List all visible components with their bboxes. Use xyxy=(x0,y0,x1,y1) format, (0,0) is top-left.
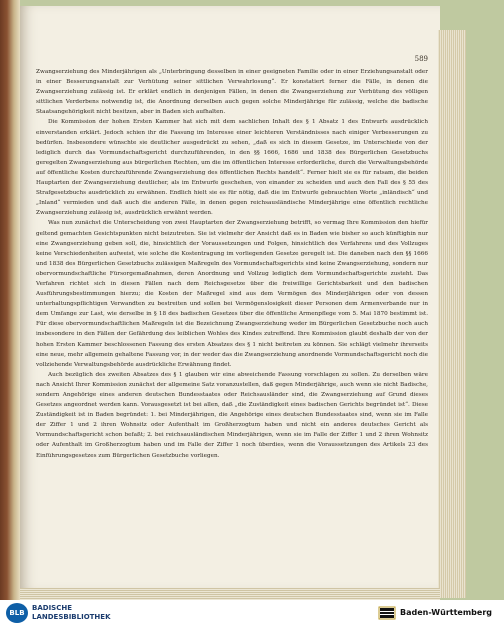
baden-wuerttemberg-lion-icon xyxy=(378,606,396,620)
blb-name-line1: BADISCHE xyxy=(32,604,72,612)
paragraph-1: Zwangserziehung des Minderjährigen als „Unterbringung desselben in einer geeigneten Familie oder in einer Erziehungsanstalt oder in einer Besserungsanstalt zur Verhütung seiner sittlichen Verwahrlosung“. Er konstatiert ferner die Fälle, in denen die Zwangserziehung zulässig ist. Er erklärt endlich in denjenigen Fällen, in denen die Zwangserziehung zur Verhütung des völligen sittlichen Verderbens notwendig ist, die Anordnung derselben auch gegen solche Minderjährige für zulässig, welche die badische Staatsangehörigkeit nicht besitzen, aber in Baden sich aufhalten. xyxy=(36,69,428,116)
blb-name-line2: LANDESBIBLIOTHEK xyxy=(32,613,111,621)
page-stack-right xyxy=(438,30,466,598)
paragraph-2: Die Kommission der hohen Ersten Kammer hat sich mit dem sachlichen Inhalt des § 1 Absatz 1 des Entwurfs ausdrücklich einverstanden erklärt. Jedoch schien ihr die Fassung im Interesse einer leichteren Verständnisses nach einiger Verbesserungen zu bedürfen. Insbesondere wünschte sie deutlicher ausgedrückt zu sehen, „daß es sich in diesem Gesetze, im Unterschiede von der lediglich durch das Vormundschaftsgericht durchzuführenden, in den §§ 1666, 1686 und 1838 des Bürgerlichen Gesetzbuchs geregelten Zwangserziehung aus bürgerlichen Rechten, um die im öffentlichen Interesse erforderliche, durch die Verwaltungsbehörde auf öffentliche Kosten durchzuführende Zwangserziehung des öffentlichen Rechts handelt“. Ferner hielt sie es für ratsam, die beiden Hauptarten der Zwangserziehung deutlicher, als im Entwurfe geschehen, von einander zu scheiden und auch den Fall des § 55 des Strafgesetzbuchs ausdrücklich zu erwähnen. Endlich hielt sie es für nötig, daß die im Entwurfe gebrauchten Worte „inländisch“ und „Inland“ vermieden und daß auch die anderen Fälle, in denen gegen reichsausländische Minderjährige eine öffentlich rechtliche Zwangserziehung zulässig ist, ausdrücklich erwähnt werden. xyxy=(36,119,428,217)
viewer-footer xyxy=(0,600,504,626)
page-stack-bottom xyxy=(20,588,440,600)
book-page xyxy=(20,6,440,590)
blb-library-name[interactable] xyxy=(32,604,111,622)
blb-logo-icon[interactable]: BLB xyxy=(6,603,28,623)
book-spine-edge xyxy=(0,0,20,600)
page-body xyxy=(36,67,428,461)
baden-wuerttemberg-name[interactable]: Baden-Württemberg xyxy=(400,608,493,617)
paragraph-3: Was nun zunächst die Unterscheidung von zwei Hauptarten der Zwangserziehung betrifft, so vermag Ihre Kommission den hiefür geltend gemachten Gesichtspunkten nicht beizutreten. Sie ist vielmehr der Ansicht daß es in Baden wie bisher so auch künftighin nur eine Zwangserziehung geben soll, die, hinsichtlich der Voraussetzungen und Folgen, hinsichtlich des Verfahrens und des Vollzuges keine Verschiedenheiten aufweist, wie solche die Kostentragung im vorliegenden Gesetze geregelt ist. Die daneben nach den §§ 1666 und 1838 des Bürgerlichen Gesetzbuchs zulässigen Maßregeln des Vormundschaftsgerichts sind keine Zwangserziehung, sondern nur obervormundschaftliche Fürsorgemaßnahmen, deren Anordnung und Vollzug lediglich dem Vormundschaftsgerichte zusteht. Das Verfahren richtet sich in diesen Fällen nach dem Reichsgesetze über die freiwillige Gerichtsbarkeit und den badischen Ausführungsbestimmungen hierzu; die Kosten der Maßregel sind aus dem Vermögen des Minderjährigen oder von dessen unterhaltungspflichtigen Verwandten zu bestreiten und sollen bei Vermögenslosigkeit dieser Personen dem Armenverbande nur in dem Umfange zur Last, wie derselbe in § 18 des badischen Gesetzes über die öffentliche Armenpflege vom 5. Mai 1870 bestimmt ist. Für diese obervormundschaftlichen Maßregeln ist die Bezeichnung Zwangserziehung weder im Bürgerlichen Gesetzbuche noch auch insbesondere in den Fällen der Gefährdung des leiblichen Wohles des Kindes zutreffend. Ihre Kommission glaubt deshalb der von der hohen Ersten Kammer beschlossenen Fassung des ersten Absatzes des § 1 nicht beitreten zu können. Sie schlägt vielmehr ihrerseits eine neue, mehr allgemein gehaltene Fassung vor, in der weder das die Zwangserziehung anordnende Vormundschaftsgericht noch die vollziehende Verwaltungsbehörde ausdrückliche Erwähnung findet. xyxy=(36,220,428,368)
page-number: 589 xyxy=(414,55,428,63)
paragraph-4: Auch bezüglich des zweiten Absatzes des § 1 glauben wir eine abweichende Fassung vorschlagen zu sollen. Zu derselben wäre nach Ansicht Ihrer Kommission zunächst der allgemeine Satz voranzustellen, daß gegen Minderjährige, auch wenn sie nicht Badische, sondern Angehörige eines anderen deutschen Bundesstaates oder Reichsausländer sind, die Zwangserziehung auf Grund dieses Gesetzes angeordnet werden kann. Vorausgesetzt ist bei allen, daß „die Zuständigkeit eines badischen Gerichts begründet ist“. Diese Zuständigkeit ist in Baden begründet: 1. bei Minderjährigen, die Angehörige eines deutschen Bundesstaates sind, wenn sie im Falle der Ziffer 1 und 2 ihren Wohnsitz oder Aufenthalt im Großherzogtum haben und nicht ein anderes deutsches Gericht als Vormundschaftsgericht schon befaßt; 2. bei reichsausländischen Minderjährigen, wenn sie im Falle der Ziffer 1 und 2 ihren Wohnsitz oder Aufenthalt im Großherzogtum haben und im Falle der Ziffer 1 noch überdies, wenn die Voraussetzungen des Artikels 23 des Einführungsgesetzes zum Bürgerlichen Gesetzbuche vorliegen. xyxy=(36,371,428,459)
